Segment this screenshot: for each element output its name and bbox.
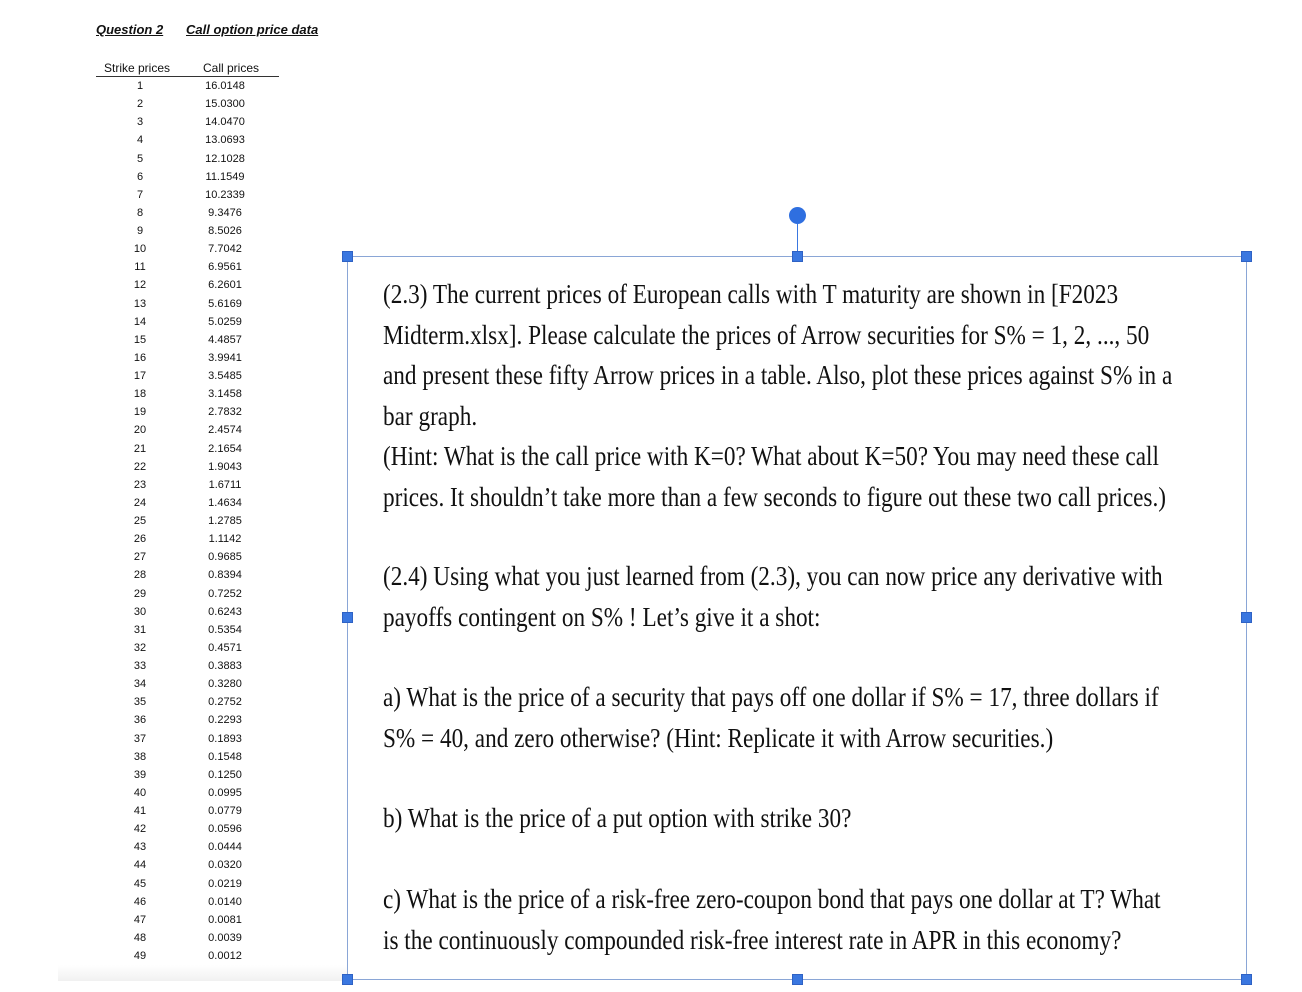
strike-cell: 24 (133, 496, 147, 509)
text-line: (2.3) The current prices of European calls with T maturity are shown in [F2023 (383, 279, 1119, 309)
strike-cell: 23 (133, 478, 147, 491)
strike-cell: 25 (133, 515, 147, 527)
table-row (96, 894, 286, 912)
strike-cell: 2 (136, 98, 144, 111)
strike-cell: 1 (136, 80, 144, 92)
call-price-cell: 11.1549 (205, 170, 245, 183)
resize-handle-top[interactable] (792, 251, 803, 262)
table-row (96, 857, 286, 875)
text-line: c) What is the price of a risk-free zero-coupon bond that pays one dollar at T? What (383, 884, 1161, 914)
call-price-cell: 16.0148 (205, 80, 245, 92)
table-row (96, 749, 286, 767)
strike-cell: 9 (136, 225, 144, 237)
call-price-cell: 0.0219 (208, 877, 242, 890)
strike-cell: 44 (133, 859, 147, 872)
strike-cell: 17 (133, 370, 147, 382)
call-price-cell: 0.2752 (208, 696, 242, 709)
strike-cell: 45 (133, 877, 147, 890)
text-line: and present these fifty Arrow prices in a table. Also, plot these prices against S% in a (383, 360, 1173, 390)
text-line: Midterm.xlsx]. Please calculate the prices of Arrow securities for S% = 1, 2, ..., 50 (383, 319, 1150, 350)
table-row (96, 912, 286, 930)
call-price-cell: 1.9043 (208, 460, 242, 473)
strike-cell: 13 (133, 297, 147, 310)
sheet-title: Call option price data (186, 22, 319, 37)
rotate-handle[interactable] (789, 207, 806, 224)
table-row (96, 205, 286, 223)
strike-cell: 40 (133, 786, 147, 799)
table-row (96, 477, 286, 495)
strike-cell: 41 (133, 805, 147, 817)
table-row (96, 114, 286, 132)
call-price-cell: 0.9685 (208, 551, 242, 564)
table-row (96, 296, 286, 314)
table-row (96, 567, 286, 585)
strike-cell: 48 (133, 931, 147, 944)
strike-cell: 42 (133, 823, 147, 836)
call-price-cell: 0.1548 (208, 750, 242, 763)
call-price-cell: 0.3280 (208, 678, 242, 691)
strike-cell: 8 (136, 206, 144, 219)
call-price-cell: 7.7042 (208, 243, 242, 256)
call-price-cell: 15.0300 (205, 98, 245, 111)
table-row (96, 169, 286, 187)
table-row (96, 767, 286, 785)
call-price-cell: 6.9561 (208, 261, 242, 274)
text-line: prices. It shouldn’t take more than a few seconds to figure out these two call prices.) (383, 481, 1167, 512)
table-row (96, 459, 286, 477)
call-price-cell: 5.0259 (208, 315, 242, 328)
call-price-cell: 0.0140 (208, 895, 242, 908)
header-divider (96, 76, 279, 77)
table-row (96, 586, 286, 604)
strike-cell: 33 (133, 660, 147, 672)
call-price-cell: 13.0693 (205, 134, 245, 147)
call-price-cell: 0.4571 (208, 641, 242, 654)
call-price-cell: 3.5485 (208, 370, 242, 382)
strike-cell: 14 (133, 315, 147, 328)
table-row (96, 332, 286, 350)
text-line: b) What is the price of a put option with strike 30? (383, 803, 852, 833)
table-row (96, 314, 286, 332)
strike-cell: 10 (133, 243, 147, 256)
table-row (96, 604, 286, 622)
text-line: bar graph. (383, 400, 478, 431)
strike-cell: 15 (133, 333, 147, 346)
call-price-cell: 2.7832 (208, 406, 242, 419)
strike-cell: 28 (133, 569, 147, 582)
resize-handle-bottom-left[interactable] (342, 974, 353, 985)
question-a-text (383, 677, 1252, 758)
strike-cell: 21 (133, 442, 147, 455)
table-row (96, 694, 286, 712)
strike-cell: 32 (133, 641, 147, 654)
resize-handle-left[interactable] (342, 612, 353, 623)
resize-handle-top-left[interactable] (342, 251, 353, 262)
call-price-cell: 0.6243 (208, 605, 242, 618)
strike-cell: 30 (133, 605, 147, 618)
call-price-cell: 0.0081 (208, 913, 242, 926)
call-price-cell: 14.0470 (205, 116, 245, 129)
table-row (96, 513, 286, 531)
table-row (96, 422, 286, 440)
strike-cell: 18 (133, 388, 147, 401)
table-row (96, 495, 286, 513)
call-price-cell: 0.0995 (208, 786, 242, 799)
call-price-cell: 3.1458 (208, 388, 242, 401)
call-price-table (96, 78, 286, 966)
table-row (96, 241, 286, 259)
call-prices-header: Call prices (203, 61, 260, 75)
table-row (96, 712, 286, 730)
strike-cell: 31 (133, 623, 147, 636)
call-price-cell: 0.2293 (208, 714, 242, 727)
strike-cell: 6 (136, 170, 144, 183)
call-price-cell: 0.1250 (208, 768, 242, 781)
call-price-cell: 0.1893 (208, 732, 242, 745)
table-row (96, 785, 286, 803)
call-price-cell: 10.2339 (205, 188, 245, 201)
call-price-cell: 1.2785 (208, 515, 242, 527)
rotate-handle-stem (797, 224, 798, 252)
call-price-cell: 0.0596 (208, 823, 242, 836)
table-row (96, 187, 286, 205)
question-c-text (383, 879, 1252, 960)
strike-cell: 4 (136, 134, 144, 147)
call-price-cell: 0.0779 (208, 805, 242, 817)
text-line: a) What is the price of a security that pays off one dollar if S% = 17, three dollars if (383, 682, 1159, 712)
strike-cell: 47 (133, 913, 147, 926)
table-row (96, 350, 286, 368)
call-price-cell: 3.9941 (208, 351, 242, 364)
strike-cell: 20 (133, 424, 147, 437)
call-price-cell: 0.0444 (208, 841, 242, 854)
table-row (96, 658, 286, 676)
table-row (96, 259, 286, 277)
strike-cell: 34 (133, 678, 147, 691)
table-row (96, 549, 286, 567)
call-price-cell: 0.5354 (208, 623, 242, 636)
text-line: (Hint: What is the call price with K=0? What about K=50? You may need these call (383, 441, 1159, 471)
call-price-cell: 8.5026 (208, 225, 242, 237)
strike-cell: 29 (133, 587, 147, 600)
table-row (96, 404, 286, 422)
table-row (96, 803, 286, 821)
table-row (96, 622, 286, 640)
strike-cell: 5 (136, 152, 144, 165)
strike-cell: 35 (133, 696, 147, 709)
strike-cell: 22 (133, 460, 147, 473)
call-price-cell: 12.1028 (205, 152, 245, 165)
call-price-cell: 1.4634 (208, 496, 242, 509)
call-price-cell: 6.2601 (208, 279, 242, 292)
strike-cell: 27 (133, 551, 147, 564)
question-2-3-text (383, 274, 1252, 517)
call-price-cell: 5.6169 (208, 297, 242, 310)
table-row (96, 948, 286, 966)
table-row (96, 531, 286, 549)
table-row (96, 876, 286, 894)
call-price-cell: 4.4857 (208, 333, 242, 346)
strike-cell: 36 (133, 714, 147, 727)
strike-cell: 26 (133, 533, 147, 546)
text-line: is the continuously compounded risk-free interest rate in APR in this economy? (383, 924, 1122, 955)
table-row (96, 78, 286, 96)
table-row (96, 223, 286, 241)
call-price-cell: 0.3883 (208, 660, 242, 672)
call-price-cell: 0.8394 (208, 569, 242, 582)
call-price-cell: 0.7252 (208, 587, 242, 600)
table-row (96, 368, 286, 386)
table-row (96, 839, 286, 857)
call-price-cell: 9.3476 (208, 206, 242, 219)
table-row (96, 277, 286, 295)
strike-cell: 46 (133, 895, 147, 908)
strike-cell: 39 (133, 768, 147, 781)
strike-cell: 16 (133, 351, 147, 364)
strike-cell: 19 (133, 406, 147, 419)
resize-handle-bottom-right[interactable] (1241, 974, 1252, 985)
text-line: payoffs contingent on S% ! Let’s give it a shot: (383, 601, 821, 632)
strike-cell: 12 (133, 279, 147, 292)
table-row (96, 96, 286, 114)
table-row (96, 151, 286, 169)
table-row (96, 132, 286, 150)
strike-cell: 43 (133, 841, 147, 854)
table-row (96, 640, 286, 658)
text-line: (2.4) Using what you just learned from (2.3), you can now price any derivative with (383, 561, 1163, 591)
call-price-cell: 2.4574 (208, 424, 242, 437)
call-price-cell: 1.1142 (208, 533, 242, 546)
table-row (96, 731, 286, 749)
table-row (96, 821, 286, 839)
strike-cell: 3 (136, 116, 144, 129)
sheet-bottom-edge (58, 965, 348, 981)
text-line: S% = 40, and zero otherwise? (Hint: Replicate it with Arrow securities.) (383, 722, 1054, 753)
table-row (96, 930, 286, 948)
strike-cell: 38 (133, 750, 147, 763)
strike-cell: 7 (136, 188, 144, 201)
table-row (96, 676, 286, 694)
strike-cell: 37 (133, 732, 147, 745)
call-price-cell: 0.0039 (208, 931, 242, 944)
question-2-4-text (383, 556, 1252, 637)
strike-cell: 49 (133, 950, 147, 962)
question-label: Question 2 (96, 22, 164, 37)
table-row (96, 441, 286, 459)
call-price-cell: 0.0320 (208, 859, 242, 872)
call-price-cell: 2.1654 (208, 442, 242, 455)
strike-cell: 11 (134, 261, 146, 274)
resize-handle-top-right[interactable] (1241, 251, 1252, 262)
strike-prices-header: Strike prices (104, 61, 171, 75)
table-row (96, 386, 286, 404)
question-b-text (383, 798, 1252, 839)
call-price-cell: 0.0012 (208, 950, 242, 962)
call-price-cell: 1.6711 (208, 478, 242, 491)
resize-handle-bottom[interactable] (792, 974, 803, 985)
